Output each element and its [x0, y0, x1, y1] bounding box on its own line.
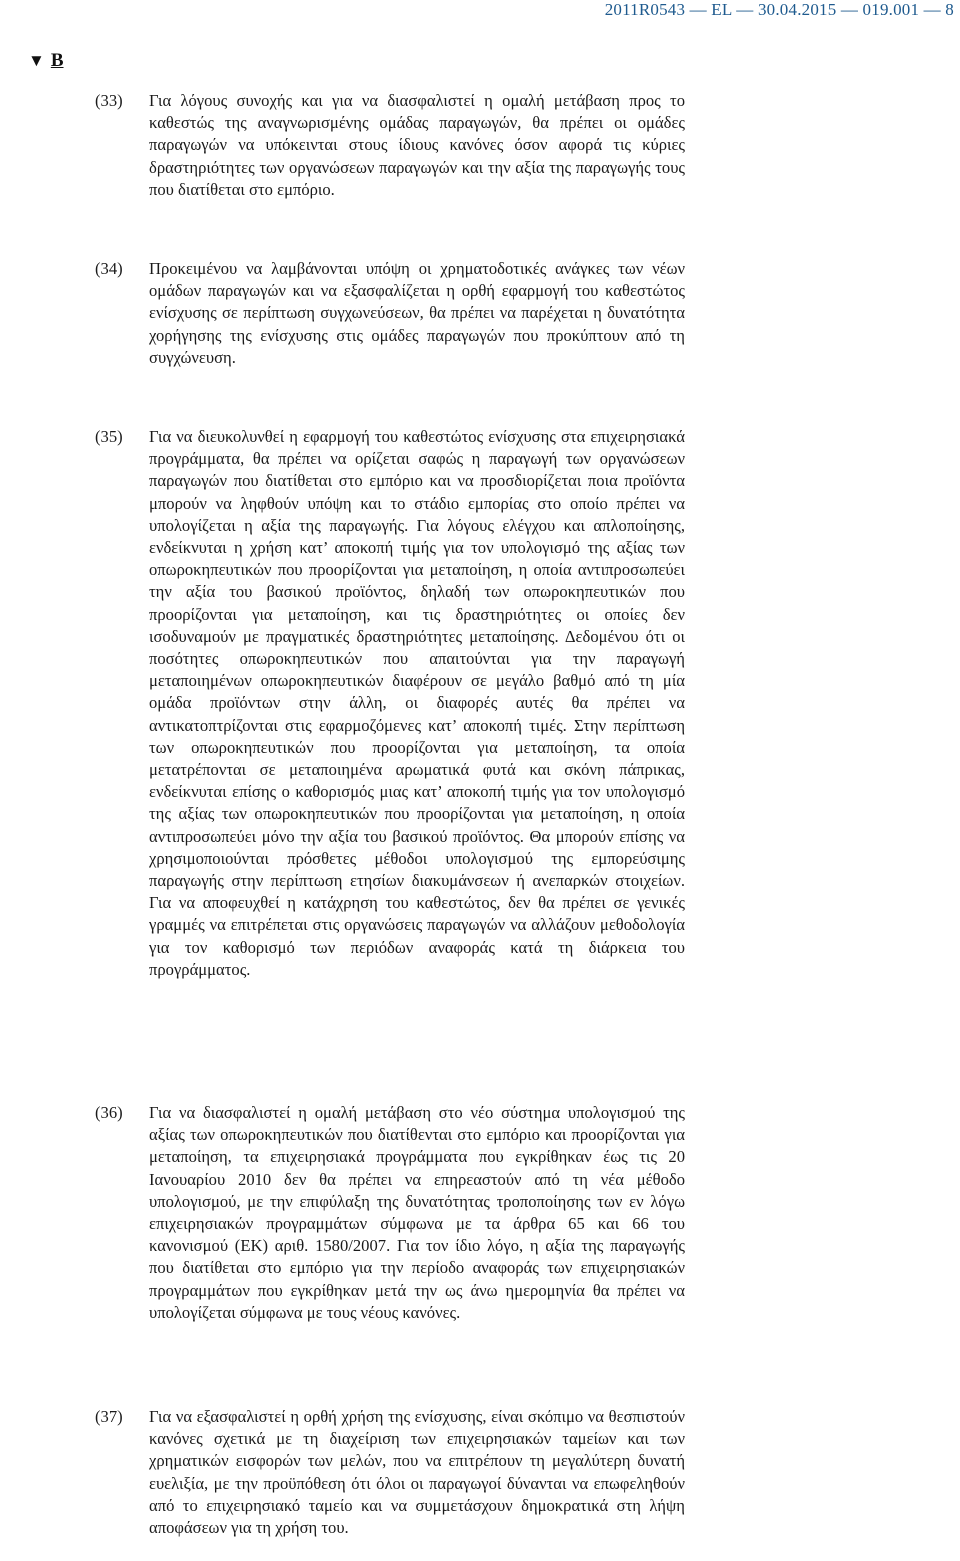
recital-37	[95, 1406, 685, 1539]
triangle-down-icon: ▼	[28, 51, 45, 70]
amendment-code: B	[50, 50, 64, 71]
recital-text: Για λόγους συνοχής και για να διασφαλιστεί η ομαλή μετάβαση προς το καθεστώς της αναγνωρισμένης ομάδας παραγωγών, θα πρέπει οι ομάδες παραγωγών να υπόκεινται στους ίδιους κανόνες όσον αφορά τις κύριες δραστηριότητες των οργανώσεων παραγωγών και την αξία της παραγωγής τους που διατίθεται στο εμπόριο.	[149, 91, 685, 199]
recital-text: Προκειμένου να λαμβάνονται υπόψη οι χρηματοδοτικές ανάγκες των νέων ομάδων παραγωγών και να εξασφαλίζεται η ορθή εφαρμογή του καθεστώτος ενίσχυσης σε περίπτωση συγχωνεύσεων, θα πρέπει να παρέχεται η δυνατότητα χορήγησης της ενίσχυσης στις ομάδες παραγωγών που προκύπτουν από τη συγχώνευση.	[149, 259, 685, 367]
recital-text: Για να εξασφαλιστεί η ορθή χρήση της ενίσχυσης, είναι σκόπιμο να θεσπιστούν κανόνες σχετικά με τη διαχείριση των επιχειρησιακών ταμείων και των χρηματικών εισφορών των μελών, που να επιτρέπουν τη μεγαλύτερη δυνατή ευελιξία, με την προϋπόθεση ότι όλοι οι παραγωγοί δύνανται να επωφεληθούν από το επιχειρησιακό ταμείο και να συμμετάσχουν δημοκρατικά στη λήψη αποφάσεων για τη χρήση του.	[149, 1407, 685, 1538]
recital-34	[95, 258, 685, 369]
recital-text: Για να διασφαλιστεί η ομαλή μετάβαση στο νέο σύστημα υπολογισμού της αξίας των οπωροκηπευτικών που διατίθενται στο εμπόριο και προορίζονται για μεταποίηση, τα επιχειρησιακά προγράμματα που εγκρίθηκαν έως τις 20 Ιανουαρίου 2010 δεν θα πρέπει να επηρεαστούν από τη νέα μέθοδο υπολογισμού, με την επιφύλαξη της δυνατότητας τροποποίησης των εν λόγω επιχειρησιακών προγραμμάτων σύμφωνα με τα άρθρα 65 και 66 του κανονισμού (ΕΚ) αριθ. 1580/2007. Για τον ίδιο λόγο, η αξία της παραγωγής που διατίθεται στο εμπόριο για την περίοδο αναφοράς των επιχειρησιακών προγραμμάτων που εγκρίθηκαν μετά την ως άνω ημερομηνία θα πρέπει να υπολογίζεται σύμφωνα με τους νέους κανόνες.	[149, 1103, 685, 1322]
recital-36	[95, 1102, 685, 1324]
recital-number: (34)	[95, 259, 123, 278]
recital-text: Για να διευκολυνθεί η εφαρμογή του καθεστώτος ενίσχυσης στα επιχειρησιακά προγράμματα, θα πρέπει να ορίζεται σαφώς η παραγωγή των οργανώσεων παραγωγών που διατίθεται στο εμπόριο και να προσδιορίζεται ποια προϊόντα μπορούν να ληφθούν υπόψη και το στάδιο εμπορίας στο οποίο πρέπει να υπολογίζεται η αξία της παραγωγής. Για λόγους ελέγχου και απλοποίησης, ενδείκνυται η χρήση κατ’ αποκοπή τιμής για τον υπολογισμό της αξίας των οπωροκηπευτικών που προορίζονται για μεταποίηση, η οποία αντιπροσωπεύει την αξία του βασικού προϊόντος, δηλαδή των οπωροκηπευτικών που προορίζονται για μεταποίηση, και τις δραστηριότητες οι οποίες δεν ισοδυναμούν με πραγματικές δραστηριότητες μεταποίησης. Δεδομένου ότι οι ποσότητες οπωροκηπευτικών που απαιτούνται για την παραγωγή μεταποιημένων οπωροκηπευτικών διαφέρουν σε μεγάλο βαθμό από τη μία ομάδα προϊόντων στην άλλη, οι διαφορές αυτές θα πρέπει να αντικατοπτρίζονται στις εφαρμοζόμενες κατ’ αποκοπή τιμές. Στην περίπτωση των οπωροκηπευτικών που προορίζονται για μεταποίηση, τα οποία μετατρέπονται σε μεταποιημένα αρωματικά φυτά και σκόνη πάπρικας, ενδείκνυται επίσης ο καθορισμός μιας κατ’ αποκοπή τιμής για τον υπολογισμό της αξίας των οπωροκηπευτικών που προορίζονται για μεταποίηση, η οποία αντιπροσωπεύει μόνο την αξία του βασικού προϊόντος. Θα μπορούν επίσης να χρησιμοποιούνται πρόσθετες μέθοδοι υπολογισμού της εμπορεύσιμης παραγωγής στην περίπτωση ετησίων διακυμάνσεων ή ανεπαρκών στοιχείων. Για να αποφευχθεί η κατάχρηση του καθεστώτος, δεν θα πρέπει σε γενικές γραμμές να επιτρέπεται στις οργανώσεις παραγωγών να αλλάζουν μεθοδολογία για τον καθορισμό των περιόδων αναφοράς κατά τη διάρκεια του προγράμματος.	[149, 427, 685, 979]
amendment-marker	[28, 50, 64, 72]
recital-33	[95, 90, 685, 201]
recital-35	[95, 426, 685, 981]
page-header: 2011R0543 — EL — 30.04.2015 — 019.001 — 8	[604, 0, 954, 19]
recital-number: (36)	[95, 1103, 123, 1122]
recital-number: (35)	[95, 427, 123, 446]
recital-number: (37)	[95, 1407, 123, 1426]
recital-number: (33)	[95, 91, 123, 110]
